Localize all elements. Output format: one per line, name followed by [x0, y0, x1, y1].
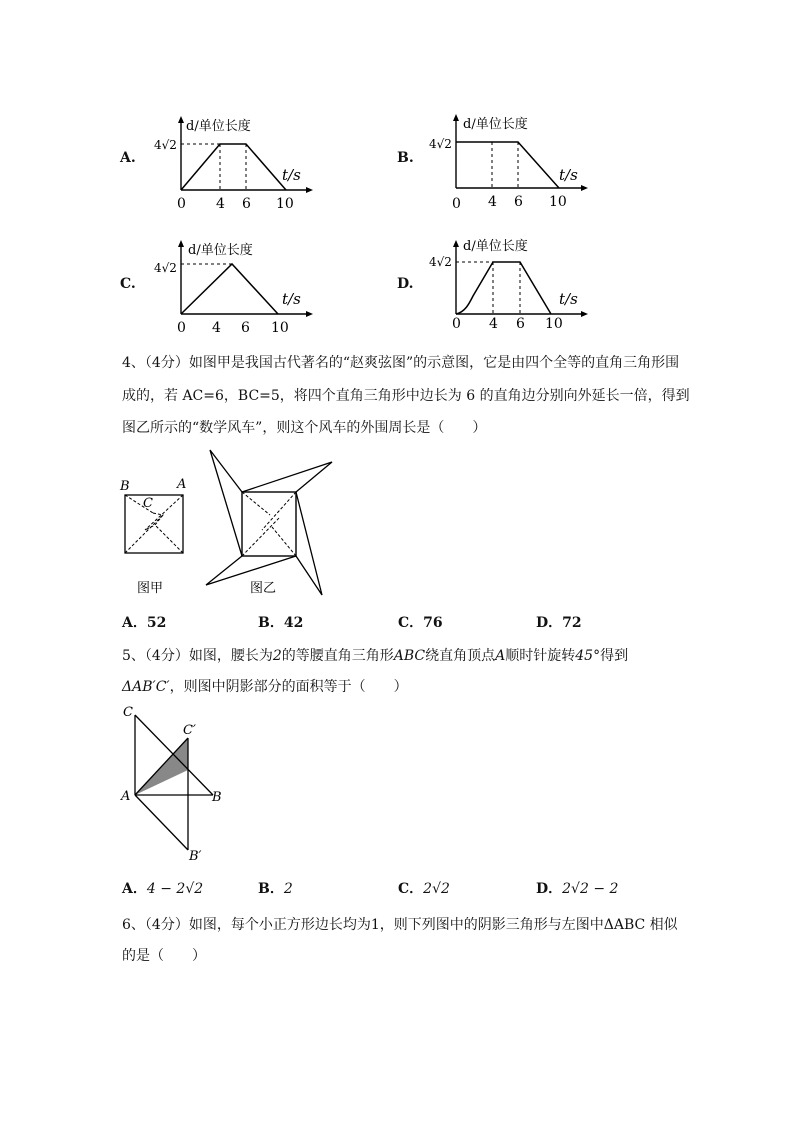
graph-c-yval: 4√2 [154, 261, 177, 275]
q5-line-1: 5、（4分）如图，腰长为2的等腰直角三角形ABC绕直角顶点A顺时针旋转45°得到 [122, 648, 629, 664]
graph-a-xlabel: t/s [282, 166, 301, 184]
q6-line-2: 的是（ ） [122, 948, 206, 964]
graph-a-tick-4: 4 [216, 196, 225, 212]
graph-b-yval: 4√2 [429, 137, 452, 151]
graph-b-tick-10: 10 [549, 194, 567, 210]
graph-a [150, 112, 320, 212]
fig5-label-c: C [123, 705, 133, 720]
fig-a-label-a: A [177, 477, 187, 492]
figure-windmill [200, 445, 345, 600]
graph-d [425, 236, 595, 336]
fig5-label-a: A [121, 789, 131, 804]
graph-a-ylabel: d/单位长度 [186, 119, 251, 134]
q5-option-b[interactable]: B．2 [258, 881, 293, 897]
q4-option-d[interactable]: D．72 [536, 615, 582, 631]
graph-a-tick-0: 0 [177, 196, 186, 212]
fig5-label-b-prime: B′ [189, 849, 202, 864]
graph-a-yval: 4√2 [154, 138, 177, 152]
option-b-letter: B. [397, 150, 414, 166]
q4-line-3: 图乙所示的“数学风车”，则这个风车的外围周长是（ ） [122, 420, 487, 436]
graph-a-tick-10: 10 [276, 196, 294, 212]
graph-b [425, 110, 595, 210]
figure-rotated-triangle [115, 700, 235, 865]
graph-b-xlabel: t/s [559, 166, 578, 184]
q4-option-a[interactable]: A．52 [122, 615, 167, 631]
q5-line-2: ΔAB′C′，则图中阴影部分的面积等于（ ） [122, 679, 408, 695]
q4-line-1: 4、（4分）如图甲是我国古代著名的“赵爽弦图”的示意图，它是由四个全等的直角三角形围 [122, 355, 680, 371]
q4-option-b[interactable]: B．42 [258, 615, 304, 631]
fig5-label-b: B [212, 790, 222, 805]
graph-c [150, 236, 320, 336]
graph-c-ylabel: d/单位长度 [188, 243, 253, 258]
q4-option-c[interactable]: C．76 [398, 615, 443, 631]
q5-option-a[interactable]: A．4 − 2√2 [122, 881, 204, 897]
q4-line-2: 成的，若 AC=6，BC=5，将四个直角三角形中边长为 6 的直角边分别向外延长一倍，得到 [122, 388, 690, 404]
graph-c-tick-0: 0 [177, 320, 186, 336]
option-d-letter: D. [397, 276, 414, 292]
fig-b-caption: 图乙 [250, 581, 277, 596]
graph-d-tick-0: 0 [452, 316, 461, 332]
graph-d-tick-10: 10 [545, 316, 563, 332]
figure-zhao-shuang [115, 475, 195, 595]
graph-d-yval: 4√2 [429, 255, 452, 269]
graph-b-tick-4: 4 [488, 194, 497, 210]
graph-d-ylabel: d/单位长度 [463, 239, 528, 254]
graph-c-tick-4: 4 [212, 320, 221, 336]
graph-c-xlabel: t/s [282, 290, 301, 308]
fig-a-label-b: B [120, 479, 130, 494]
q6-line-1: 6、（4分）如图，每个小正方形边长均为1，则下列图中的阴影三角形与左图中ΔABC 相似 [122, 917, 678, 933]
graph-d-xlabel: t/s [559, 290, 578, 308]
graph-b-tick-6: 6 [514, 194, 523, 210]
fig-a-label-c: C [143, 496, 153, 511]
graph-a-tick-6: 6 [242, 196, 251, 212]
fig5-label-c-prime: C′ [183, 723, 196, 738]
graph-d-tick-6: 6 [516, 316, 525, 332]
graph-d-tick-4: 4 [489, 316, 498, 332]
graph-b-ylabel: d/单位长度 [463, 117, 528, 132]
option-a-letter: A. [120, 150, 136, 166]
option-c-letter: C. [120, 276, 136, 292]
graph-b-tick-0: 0 [452, 196, 461, 210]
q5-option-d[interactable]: D．2√2 − 2 [536, 881, 619, 897]
graph-c-tick-10: 10 [271, 320, 289, 336]
q5-option-c[interactable]: C．2√2 [398, 881, 450, 897]
graph-c-tick-6: 6 [241, 320, 250, 336]
fig-a-caption: 图甲 [137, 581, 164, 595]
